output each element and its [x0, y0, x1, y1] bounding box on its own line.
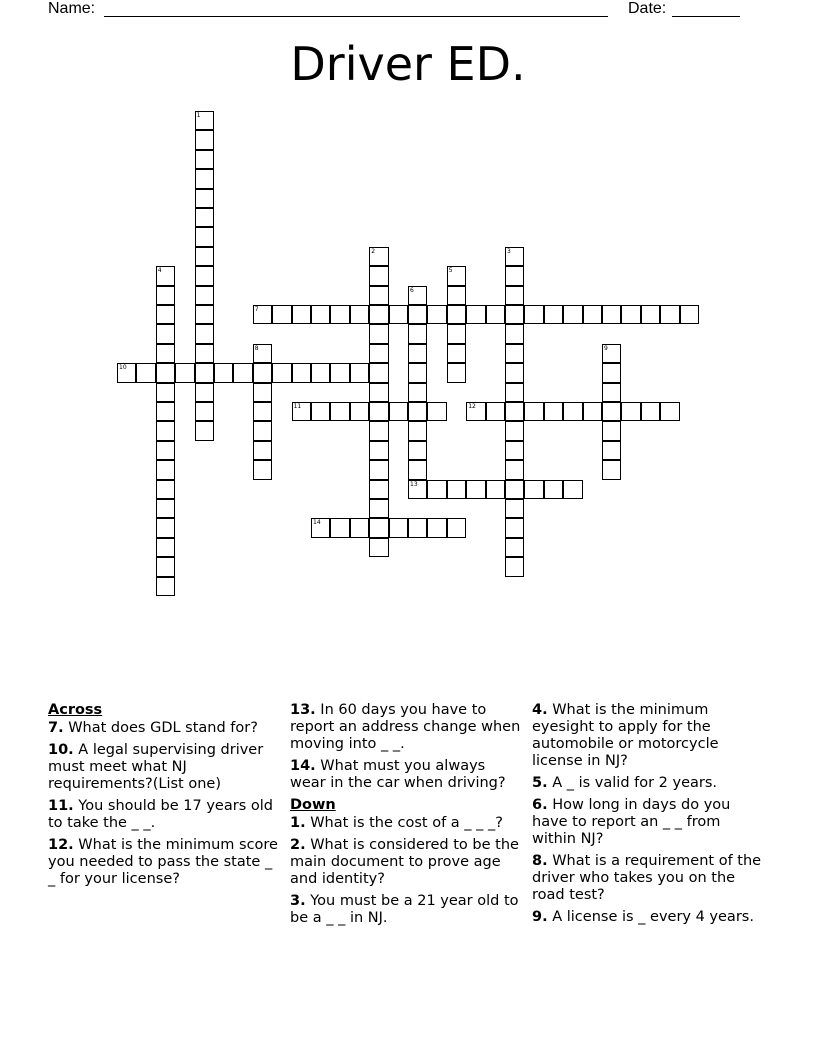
clue-text: How long in days do you have to report an _ _ from within NJ? [532, 797, 731, 847]
clue-number: 14. [290, 758, 316, 774]
crossword-cell[interactable] [505, 324, 524, 343]
crossword-cell[interactable] [486, 402, 505, 421]
crossword-cell[interactable] [447, 266, 466, 285]
crossword-cell[interactable] [156, 363, 175, 382]
crossword-cell[interactable] [311, 363, 330, 382]
crossword-cell[interactable] [156, 305, 175, 324]
crossword-cell[interactable] [505, 305, 524, 324]
clue-across-11 [48, 798, 280, 832]
cell-number: 3 [507, 247, 511, 255]
crossword-cell[interactable] [156, 344, 175, 363]
crossword-cell[interactable] [272, 305, 291, 324]
crossword-cell[interactable] [292, 305, 311, 324]
clue-number: 11. [48, 798, 74, 814]
crossword-cell[interactable] [311, 305, 330, 324]
crossword-cell[interactable] [602, 305, 621, 324]
clue-text: A _ is valid for 2 years. [547, 775, 718, 791]
crossword-cell[interactable] [311, 518, 330, 537]
cell-number: 7 [254, 306, 259, 313]
cell-number: 4 [157, 267, 162, 275]
crossword-cell[interactable] [292, 363, 311, 382]
crossword-cell[interactable] [214, 363, 233, 382]
crossword-cell[interactable] [408, 441, 427, 460]
crossword-cell[interactable] [253, 460, 272, 479]
crossword-cell[interactable] [195, 189, 214, 208]
cell-number: 5 [448, 267, 453, 275]
cell-number: 13 [410, 480, 418, 488]
crossword-cell[interactable] [369, 305, 388, 324]
crossword-cell[interactable] [486, 480, 505, 499]
crossword-cell[interactable] [195, 363, 214, 382]
crossword-cell[interactable] [621, 305, 640, 324]
crossword-cell[interactable] [524, 480, 543, 499]
crossword-cell[interactable] [195, 111, 214, 130]
crossword-cell[interactable] [369, 363, 388, 382]
crossword-cell[interactable] [505, 441, 524, 460]
clue-text: What is a requirement of the driver who takes you on the road test? [532, 853, 762, 903]
crossword-cell[interactable] [544, 305, 563, 324]
crossword-cell[interactable] [156, 266, 175, 285]
across-heading: Across [48, 702, 103, 718]
clue-across-10 [48, 742, 280, 793]
clue-down-3 [290, 893, 524, 927]
crossword-cell[interactable] [369, 266, 388, 285]
crossword-cell[interactable] [156, 499, 175, 518]
clue-down-2 [290, 837, 524, 888]
crossword-cell[interactable] [563, 402, 582, 421]
crossword-cell[interactable] [195, 130, 214, 149]
crossword-cell[interactable] [369, 247, 388, 266]
crossword-cell[interactable] [447, 324, 466, 343]
crossword-cell[interactable] [330, 518, 349, 537]
crossword-cell[interactable] [602, 344, 621, 363]
clue-across-14 [290, 758, 524, 792]
crossword-cell[interactable] [195, 227, 214, 246]
crossword-cell[interactable] [156, 383, 175, 402]
crossword-cell[interactable] [369, 480, 388, 499]
clue-text: What does GDL stand for? [63, 720, 258, 736]
crossword-cell[interactable] [369, 324, 388, 343]
crossword-cell[interactable] [253, 363, 272, 382]
crossword-cell[interactable] [602, 421, 621, 440]
crossword-cell[interactable] [408, 421, 427, 440]
crossword-cell[interactable] [369, 538, 388, 557]
crossword-cell[interactable] [369, 402, 388, 421]
clue-down-4 [532, 702, 764, 770]
crossword-cell[interactable] [156, 557, 175, 576]
clue-text: A legal supervising driver must meet what NJ requirements?(List one) [48, 742, 264, 792]
crossword-cell[interactable] [408, 286, 427, 305]
crossword-cell[interactable] [505, 247, 524, 266]
clue-text: You should be 17 years old to take the _ _. [48, 798, 273, 831]
crossword-cell[interactable] [195, 324, 214, 343]
crossword-cell[interactable] [641, 402, 660, 421]
crossword-cell[interactable] [272, 363, 291, 382]
crossword-cell[interactable] [195, 266, 214, 285]
crossword-cell[interactable] [136, 363, 155, 382]
clue-number: 12. [48, 837, 74, 853]
crossword-cell[interactable] [408, 363, 427, 382]
clue-down-6 [532, 797, 764, 848]
page-title: Driver ED. [290, 37, 526, 91]
crossword-cell[interactable] [544, 480, 563, 499]
crossword-cell[interactable] [195, 247, 214, 266]
crossword-cell[interactable] [175, 363, 194, 382]
date-label: Date: [628, 0, 667, 17]
crossword-cell[interactable] [408, 344, 427, 363]
crossword-cell[interactable] [253, 421, 272, 440]
crossword-cell[interactable] [505, 499, 524, 518]
crossword-cell[interactable] [156, 286, 175, 305]
crossword-cell[interactable] [195, 383, 214, 402]
crossword-cell[interactable] [389, 305, 408, 324]
crossword-cell[interactable] [253, 402, 272, 421]
cell-number: 2 [371, 247, 376, 255]
crossword-cell[interactable] [447, 344, 466, 363]
crossword-cell[interactable] [369, 286, 388, 305]
crossword-cell[interactable] [195, 421, 214, 440]
crossword-cell[interactable] [660, 305, 679, 324]
crossword-cell[interactable] [369, 421, 388, 440]
crossword-cell[interactable] [253, 305, 272, 324]
crossword-cell[interactable] [486, 305, 505, 324]
crossword-cell[interactable] [369, 344, 388, 363]
clue-across-12 [48, 837, 280, 888]
crossword-cell[interactable] [524, 402, 543, 421]
crossword-cell[interactable] [408, 324, 427, 343]
clue-down-5 [532, 775, 764, 792]
crossword-cell[interactable] [427, 518, 446, 537]
crossword-cell[interactable] [156, 324, 175, 343]
cell-number: 11 [293, 403, 302, 410]
crossword-cell[interactable] [505, 363, 524, 382]
crossword-cell[interactable] [466, 402, 485, 421]
cell-number: 9 [604, 344, 608, 352]
name-label: Name: [48, 0, 96, 17]
crossword-cell[interactable] [602, 363, 621, 382]
crossword-cell[interactable] [195, 286, 214, 305]
clue-number: 1. [290, 815, 306, 831]
crossword-cell[interactable] [466, 305, 485, 324]
crossword-cell[interactable] [505, 383, 524, 402]
clue-text: What is considered to be the main document to prove age and identity? [290, 837, 519, 887]
clue-text: In 60 days you have to report an address change when moving into _ _. [290, 702, 521, 752]
crossword-cell[interactable] [369, 460, 388, 479]
crossword-cell[interactable] [602, 402, 621, 421]
clue-text: A license is _ every 4 years. [547, 909, 754, 925]
crossword-cell[interactable] [408, 383, 427, 402]
crossword-cell[interactable] [602, 441, 621, 460]
crossword-cell[interactable] [505, 518, 524, 537]
crossword-cell[interactable] [505, 538, 524, 557]
clue-down-8 [532, 853, 764, 904]
crossword-cell[interactable] [505, 557, 524, 576]
crossword-cell[interactable] [195, 150, 214, 169]
crossword-cell[interactable] [505, 421, 524, 440]
clue-number: 3. [290, 893, 306, 909]
crossword-cell[interactable] [156, 421, 175, 440]
crossword-cell[interactable] [524, 305, 543, 324]
crossword-cell[interactable] [447, 480, 466, 499]
crossword-cell[interactable] [369, 499, 388, 518]
cell-number: 10 [119, 364, 127, 372]
clue-number: 5. [532, 775, 548, 791]
crossword-cell[interactable] [350, 518, 369, 537]
crossword-cell[interactable] [156, 402, 175, 421]
crossword-cell[interactable] [292, 402, 311, 421]
crossword-cell[interactable] [466, 480, 485, 499]
crossword-cell[interactable] [156, 538, 175, 557]
crossword-cell[interactable] [563, 305, 582, 324]
clue-text: What is the minimum eyesight to apply for the automobile or motorcycle license in NJ? [532, 702, 719, 769]
crossword-cell[interactable] [583, 305, 602, 324]
crossword-cell[interactable] [350, 402, 369, 421]
crossword-cell[interactable] [156, 480, 175, 499]
crossword-cell[interactable] [621, 402, 640, 421]
crossword-cell[interactable] [680, 305, 699, 324]
down-heading: Down [290, 797, 336, 813]
clue-across-7 [48, 720, 280, 737]
cell-number: 14 [313, 519, 321, 527]
crossword-cell[interactable] [408, 518, 427, 537]
clue-down-1 [290, 815, 524, 832]
clue-number: 6. [532, 797, 548, 813]
clue-number: 13. [290, 702, 316, 718]
crossword-cell[interactable] [117, 363, 136, 382]
clues-column-2 [290, 702, 524, 932]
clue-text: What is the minimum score you needed to pass the state _ _ for your license? [48, 837, 278, 887]
crossword-cell[interactable] [330, 402, 349, 421]
clue-number: 10. [48, 742, 74, 758]
crossword-cell[interactable] [505, 480, 524, 499]
clue-across-13 [290, 702, 524, 753]
cell-number: 1 [196, 112, 201, 119]
crossword-cell[interactable] [369, 518, 388, 537]
crossword-cell[interactable] [369, 383, 388, 402]
clue-number: 7. [48, 720, 64, 736]
crossword-cell[interactable] [602, 460, 621, 479]
crossword-cell[interactable] [505, 402, 524, 421]
crossword-cell[interactable] [408, 402, 427, 421]
crossword-cell[interactable] [447, 363, 466, 382]
crossword-cell[interactable] [195, 305, 214, 324]
crossword-cell[interactable] [427, 402, 446, 421]
crossword-cell[interactable] [427, 480, 446, 499]
crossword-cell[interactable] [389, 518, 408, 537]
crossword-cell[interactable] [195, 169, 214, 188]
clue-down-9 [532, 909, 764, 926]
crossword-cell[interactable] [408, 460, 427, 479]
clue-text: What is the cost of a _ _ _? [305, 815, 503, 831]
crossword-cell[interactable] [408, 480, 427, 499]
crossword-cell[interactable] [156, 441, 175, 460]
cell-number: 8 [254, 344, 259, 352]
crossword-cell[interactable] [505, 266, 524, 285]
clue-number: 4. [532, 702, 548, 718]
crossword-cell[interactable] [311, 402, 330, 421]
crossword-cell[interactable] [350, 363, 369, 382]
crossword-cell[interactable] [156, 518, 175, 537]
crossword-cell[interactable] [350, 305, 369, 324]
crossword-cell[interactable] [447, 305, 466, 324]
cell-number: 6 [410, 286, 414, 294]
crossword-cell[interactable] [330, 363, 349, 382]
clues-column-3 [532, 702, 764, 931]
crossword-cell[interactable] [253, 383, 272, 402]
crossword-cell[interactable] [505, 460, 524, 479]
crossword-cell[interactable] [233, 363, 252, 382]
crossword-cell[interactable] [427, 305, 446, 324]
crossword-cell[interactable] [156, 577, 175, 596]
crossword-cell[interactable] [253, 344, 272, 363]
crossword-cell[interactable] [195, 344, 214, 363]
crossword-cell[interactable] [253, 441, 272, 460]
crossword-cell[interactable] [447, 518, 466, 537]
crossword-cell[interactable] [156, 460, 175, 479]
clues-column-1 [48, 702, 280, 893]
crossword-cell[interactable] [583, 402, 602, 421]
crossword-cell[interactable] [195, 402, 214, 421]
clue-text: You must be a 21 year old to be a _ _ in NJ. [290, 893, 519, 926]
crossword-cell[interactable] [563, 480, 582, 499]
crossword-cell[interactable] [544, 402, 563, 421]
clue-number: 8. [532, 853, 548, 869]
crossword-cell[interactable] [505, 344, 524, 363]
crossword-cell[interactable] [660, 402, 679, 421]
crossword-cell[interactable] [641, 305, 660, 324]
crossword-cell[interactable] [195, 208, 214, 227]
crossword-cell[interactable] [602, 383, 621, 402]
clue-number: 2. [290, 837, 306, 853]
crossword-cell[interactable] [408, 305, 427, 324]
crossword-cell[interactable] [505, 286, 524, 305]
clue-number: 9. [532, 909, 548, 925]
crossword-cell[interactable] [369, 441, 388, 460]
clue-text: What must you always wear in the car when driving? [290, 758, 506, 791]
cell-number: 12 [468, 403, 476, 410]
crossword-cell[interactable] [330, 305, 349, 324]
crossword-cell[interactable] [389, 402, 408, 421]
crossword-cell[interactable] [447, 286, 466, 305]
